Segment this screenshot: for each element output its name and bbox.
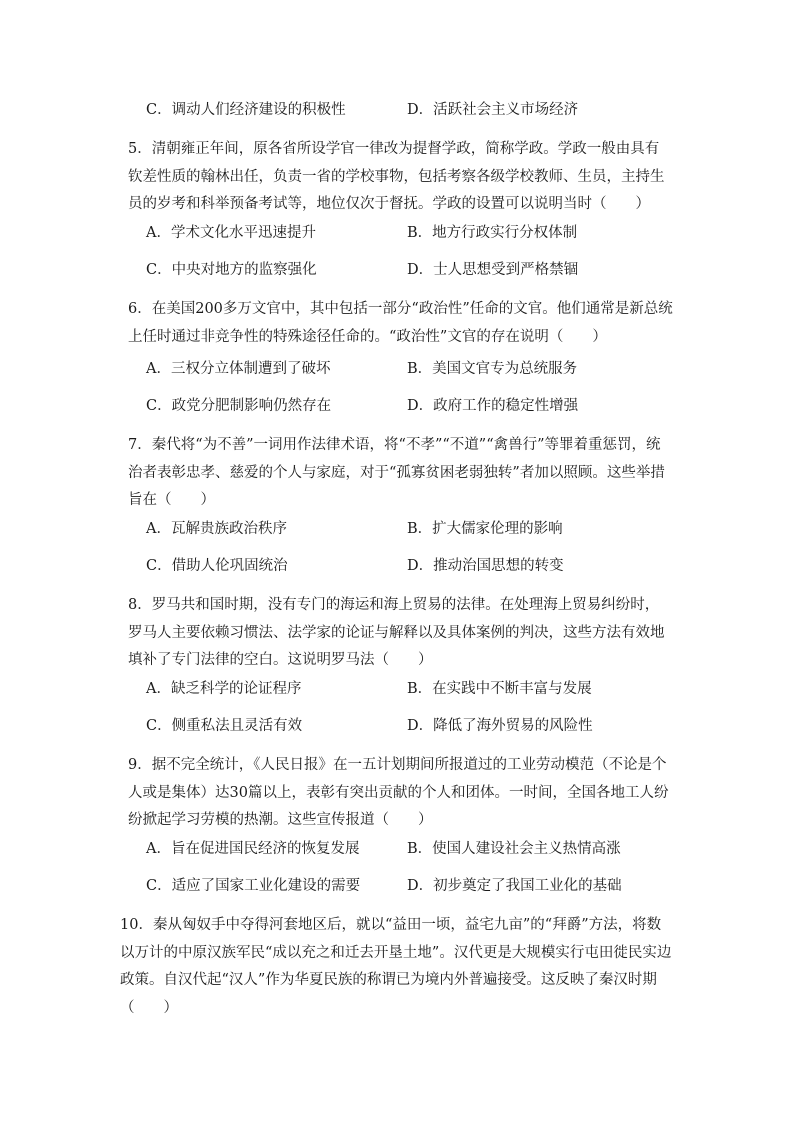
option-letter: A． (146, 521, 171, 537)
q9-options-row-cd (146, 875, 706, 897)
question-stem: 在美国200多万文官中，其中包括一部分“政治性”任命的文官。他们通常是新总统上任时通过非竞争性的特殊途径任命的。“政治性”文官的存在说明（ ） (128, 301, 673, 345)
option-text: 调动人们经济建设的积极性 (171, 102, 346, 118)
question-stem: 据不完全统计，《人民日报》在一五计划期间所报道过的工业劳动模范（不论是个人或是集体）达30篇以上，表彰有突出贡献的个人和团体。一时间，全国各地工人纷纷掀起学习劳模的热潮。这些宣传报道（ ） (128, 757, 669, 828)
option-text: 活跃社会主义市场经济 (433, 102, 579, 118)
question-number: 9． (128, 757, 152, 773)
q5-option-a[interactable] (146, 222, 316, 244)
option-text: 旨在促进国民经济的恢复发展 (170, 841, 360, 857)
option-letter: D． (407, 558, 434, 574)
option-letter: A． (146, 225, 171, 241)
q9-option-d[interactable] (407, 875, 622, 897)
option-text: 侧重私法且灵活有效 (171, 718, 303, 734)
option-letter: D． (407, 878, 434, 894)
option-letter: D． (407, 102, 434, 118)
option-text: 在实践中不断丰富与发展 (432, 681, 592, 697)
option-text: 使国人建设社会主义热情高涨 (432, 841, 621, 857)
option-letter: A． (146, 681, 171, 697)
question-number: 8． (128, 597, 152, 613)
q8-options-row-ab (146, 678, 706, 700)
option-text: 政府工作的稳定性增强 (433, 398, 579, 414)
q7-options-row-cd (146, 555, 706, 577)
option-letter: B． (407, 361, 433, 377)
option-text: 扩大儒家伦理的影响 (432, 521, 563, 537)
q6-option-d[interactable] (407, 395, 578, 417)
question-stem: 清朝雍正年间，原各省所设学官一律改为提督学政，简称学政。学政一般由具有钦差性质的翰林出任，负责一省的学校事物，包括考察各级学校教师、生员，主持生员的岁考和科举预备考试等，地位仅次于督抚。学政的设置可以说明当时（ ） (128, 141, 665, 212)
q6-options-row-cd (146, 395, 706, 417)
q5-option-b[interactable] (407, 222, 577, 244)
q7-option-b[interactable] (407, 518, 563, 540)
q4-options-row-cd (146, 99, 706, 121)
q9-option-a[interactable] (146, 838, 359, 860)
option-text: 借助人伦巩固统治 (171, 558, 288, 574)
option-text: 三权分立体制遭到了破坏 (170, 361, 331, 377)
q8-option-a[interactable] (146, 678, 301, 700)
question-6 (128, 296, 673, 351)
q8-option-d[interactable] (407, 715, 593, 737)
question-number: 7． (128, 437, 152, 453)
question-number: 10． (120, 917, 153, 933)
q4-option-d[interactable] (407, 99, 578, 121)
q8-options-row-cd (146, 715, 706, 737)
option-letter: C． (146, 262, 172, 278)
option-text: 政党分肥制影响仍然存在 (171, 398, 332, 414)
option-letter: B． (407, 225, 433, 241)
option-text: 缺乏科学的论证程序 (170, 681, 302, 697)
question-number: 5． (128, 141, 152, 157)
question-stem: 秦从匈奴手中夺得河套地区后，就以“益田一顷，益宅九亩”的“拜爵”方法，将数以万计的中原汉族军民“成以充之和迁去开垦土地”。汉代更是大规模实行屯田徙民实边政策。自汉代起“汉人”作为华夏民族的称谓已为境内外普遍接受。这反映了秦汉时期（ ） (120, 917, 672, 1016)
question-8 (128, 592, 673, 675)
option-letter: A． (146, 361, 171, 377)
option-text: 地方行政实行分权体制 (432, 225, 578, 241)
option-letter: D． (407, 398, 434, 414)
option-letter: C． (146, 878, 172, 894)
option-text: 降低了海外贸易的风险性 (433, 718, 593, 734)
q5-options-row-ab (146, 222, 706, 244)
question-9 (128, 752, 673, 835)
question-number: 6． (128, 301, 152, 317)
q9-option-b[interactable] (407, 838, 621, 860)
option-letter: C． (146, 398, 172, 414)
q5-options-row-cd (146, 259, 706, 281)
option-text: 美国文官专为总统服务 (432, 361, 578, 377)
q5-option-c[interactable] (146, 259, 317, 281)
question-7 (128, 432, 673, 515)
q7-option-d[interactable] (407, 555, 564, 577)
q9-options-row-ab (146, 838, 706, 860)
q9-option-c[interactable] (146, 875, 360, 897)
q8-option-b[interactable] (407, 678, 592, 700)
option-letter: C． (146, 102, 172, 118)
option-text: 瓦解贵族政治秩序 (170, 521, 287, 537)
question-stem: 罗马共和国时期，没有专门的海运和海上贸易的法律。在处理海上贸易纠纷时，罗马人主要依赖习惯法、法学家的论证与解释以及具体案例的判决，这些方法有效地填补了专门法律的空白。这说明罗马法（ ） (128, 597, 665, 668)
q7-option-c[interactable] (146, 555, 288, 577)
option-text: 初步奠定了我国工业化的基础 (433, 878, 622, 894)
option-letter: B． (407, 841, 433, 857)
option-text: 中央对地方的监察强化 (171, 262, 317, 278)
q6-option-c[interactable] (146, 395, 331, 417)
q7-options-row-ab (146, 518, 706, 540)
question-5 (128, 136, 673, 219)
question-10 (120, 912, 673, 1022)
option-letter: C． (146, 558, 172, 574)
option-letter: C． (146, 718, 172, 734)
option-text: 士人思想受到严格禁锢 (433, 262, 579, 278)
q6-options-row-ab (146, 358, 706, 380)
option-letter: B． (407, 521, 433, 537)
option-text: 推动治国思想的转变 (433, 558, 564, 574)
option-letter: A． (146, 841, 171, 857)
option-text: 学术文化水平迅速提升 (170, 225, 316, 241)
q7-option-a[interactable] (146, 518, 287, 540)
option-letter: D． (407, 262, 434, 278)
q5-option-d[interactable] (407, 259, 578, 281)
option-letter: B． (407, 681, 433, 697)
question-stem: 秦代将“为不善”一词用作法律术语，将“不孝”“不道”“禽兽行”等罪着重惩罚，统治者表彰忠孝、慈爱的个人与家庭，对于“孤寡贫困老弱独转”者加以照顾。这些举措旨在（ ） (128, 437, 665, 508)
q8-option-c[interactable] (146, 715, 302, 737)
q4-option-c[interactable] (146, 99, 346, 121)
option-letter: D． (407, 718, 434, 734)
option-text: 适应了国家工业化建设的需要 (171, 878, 361, 894)
q6-option-a[interactable] (146, 358, 330, 380)
q6-option-b[interactable] (407, 358, 577, 380)
